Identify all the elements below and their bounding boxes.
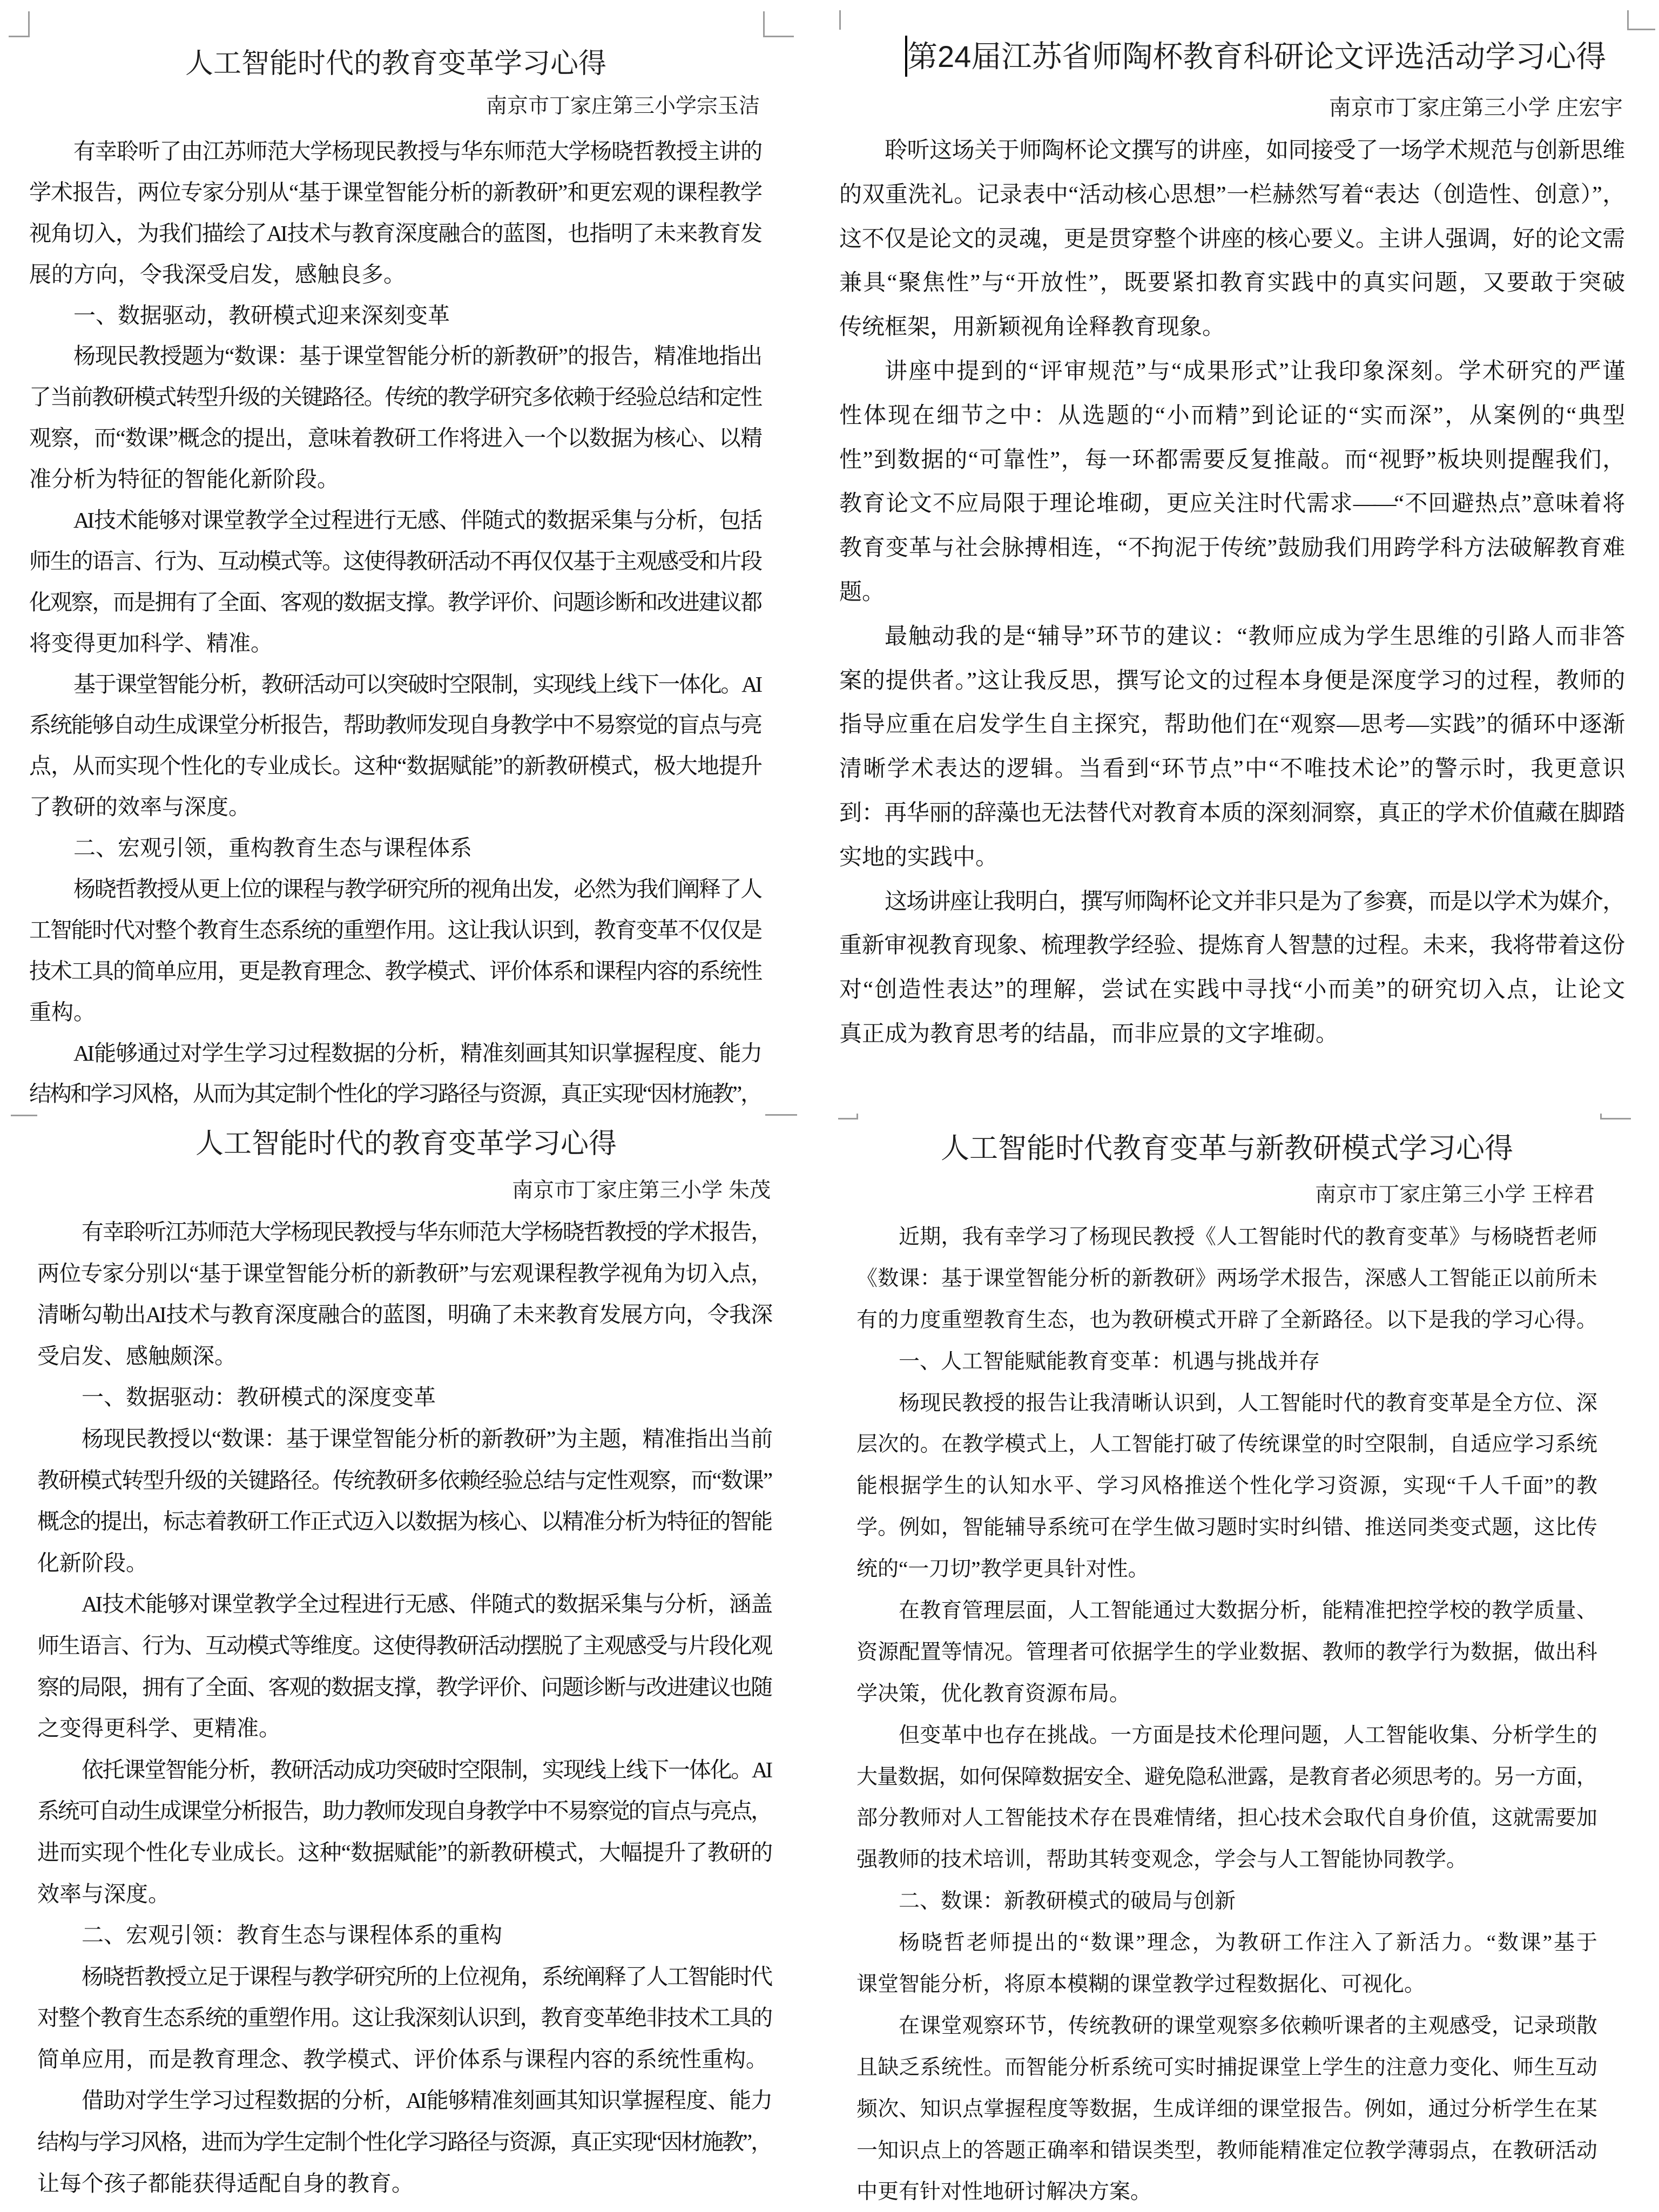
- text-line: 简单应用，而是教育理念、教学模式、评价体系与课程内容的系统性重构。: [37, 2046, 768, 2072]
- text-line: 传统框架，用新颖视角诠释教育现象。: [839, 315, 1225, 340]
- text-line: 杨现民教授的报告让我清晰认识到，人工智能时代的教育变革是全方位、深: [899, 1391, 1595, 1415]
- document-body: [839, 129, 1623, 1057]
- document-title: 人工智能时代的教育变革学习心得: [185, 48, 606, 79]
- document-body: [857, 1217, 1595, 2212]
- document-page-4[interactable]: [830, 1107, 1659, 2212]
- text-line: 杨晓哲老师提出的“数课”理念，为教研工作注入了新活力。“数课”基于: [899, 1931, 1595, 1955]
- crop-mark-top-left-horizontal: [11, 1115, 37, 1116]
- text-line: 基于课堂智能分析，教研活动可以突破时空限制，实现线上线下一体化。AI: [73, 671, 760, 697]
- text-line: 清晰学术表达的逻辑。当看到“环节点”中“不唯技术论”的警示时，我更意识: [839, 757, 1623, 782]
- text-line: 了教研的效率与深度。: [29, 794, 251, 820]
- text-line: 且缺乏系统性。而智能分析系统可实时捕捉课堂上学生的注意力变化、师生互动: [857, 2055, 1595, 2079]
- text-line: 真正成为教育思考的结晶，而非应景的文字堆砌。: [839, 1021, 1339, 1047]
- text-line: 学决策，优化教育资源布局。: [857, 1682, 1131, 1705]
- section-heading: 一、数据驱动：教研模式的深度变革: [82, 1385, 436, 1410]
- text-line: 察的局限，拥有了全面、客观的数据支撑，教学评价、问题诊断与改进建议也随: [37, 1674, 771, 1700]
- text-line: 这不仅是论文的灵魂，更是贯穿整个讲座的核心要义。主讲人强调，好的论文需: [839, 226, 1623, 252]
- text-line: 技术工具的简单应用，更是教育理念、教学模式、评价体系和课程内容的系统性: [29, 958, 760, 983]
- text-line: 频次、知识点掌握程度等数据，生成详细的课堂报告。例如，通过分析学生在某: [857, 2097, 1595, 2121]
- crop-mark-top-right-vertical: [1627, 10, 1629, 30]
- text-line: 系统能够自动生成课堂分析报告，帮助教师发现自身教学中不易察觉的盲点与亮: [29, 712, 760, 738]
- text-line: 部分教师对人工智能技术存在畏难情绪，担心技术会取代自身价值，这就需要加: [857, 1806, 1595, 1830]
- text-line: 强教师的技术培训，帮助其转变观念，学会与人工智能协同教学。: [857, 1848, 1468, 1872]
- text-line: 重构。: [29, 999, 96, 1024]
- text-line: 杨晓哲教授从更上位的课程与教学研究所的视角出发，必然为我们阐释了人: [73, 876, 760, 902]
- text-line: 借助对学生学习过程数据的分析，AI能够精准刻画其知识掌握程度、能力: [82, 2088, 771, 2113]
- text-line: 案的提供者。”这让我反思，撰写论文的过程本身便是深度学习的过程，教师的: [839, 668, 1623, 693]
- document-body: [29, 131, 760, 1115]
- text-line: 的双重洗礼。记录表中“活动核心思想”一栏赫然写着“表达（创造性、创意）”，: [839, 182, 1623, 207]
- document-title: 人工智能时代的教育变革学习心得: [195, 1128, 617, 1159]
- text-line: 让每个孩子都能获得适配自身的教育。: [37, 2170, 414, 2196]
- text-line: 近期，我有幸学习了杨现民教授《人工智能时代的教育变革》与杨晓哲老师: [899, 1225, 1595, 1249]
- text-line: 课堂智能分析，将原本模糊的课堂教学过程数据化、可视化。: [857, 1973, 1426, 1997]
- text-line: 结构和学习风格，从而为其定制个性化的学习路径与资源，真正实现“因材施教”，: [29, 1081, 760, 1107]
- text-line: 层次的。在教学模式上，人工智能打破了传统课堂的时空限制，自适应学习系统: [857, 1433, 1595, 1456]
- document-page-3[interactable]: [0, 1107, 830, 2212]
- text-line: 教育变革与社会脉搏相连，“不拘泥于传统”鼓励我们用跨学科方法破解教育难: [839, 536, 1623, 561]
- text-line: 效率与深度。: [37, 1881, 170, 1906]
- text-line: 教研模式转型升级的关键路径。传统教研多依赖经验总结与定性观察，而“数课”: [37, 1467, 771, 1493]
- text-line: 视角切入，为我们描绘了AI技术与教育深度融合的蓝图，也指明了未来教育发: [29, 220, 760, 246]
- text-line: 结构与学习风格，进而为学生定制个性化学习路径与资源，真正实现“因材施教”，: [37, 2129, 771, 2155]
- text-line: 性体现在细节之中：从选题的“小而精”到论证的“实而深”，从案例的“典型: [839, 403, 1623, 428]
- text-line: 最触动我的是“辅导”环节的建议：“教师应成为学生思维的引路人而非答: [885, 624, 1623, 649]
- crop-mark-top-left-vertical: [857, 1114, 858, 1120]
- crop-mark-top-right-vertical: [763, 11, 765, 36]
- document-page-1[interactable]: [0, 0, 830, 1107]
- section-heading: 一、数据驱动，教研模式迎来深刻变革: [73, 302, 450, 328]
- text-line: 有的力度重塑教育生态，也为教研模式开辟了全新路径。以下是我的学习心得。: [857, 1308, 1595, 1332]
- author-byline: 南京市丁家庄第三小学 朱茂: [512, 1179, 771, 1202]
- crop-mark-top-left-horizontal: [9, 36, 30, 37]
- author-byline: 南京市丁家庄第三小学 庄宏宇: [1328, 95, 1623, 120]
- text-line: 对“创造性表达”的理解，尝试在实践中寻找“小而美”的研究切入点，让论文: [839, 977, 1623, 1003]
- document-title: 第24届江苏省师陶杯教育科研论文评选活动学习心得: [907, 39, 1607, 73]
- text-line: 师生的语言、行为、互动模式等。这使得教研活动不再仅仅基于主观感受和片段: [29, 548, 760, 574]
- crop-mark-top-left-vertical: [28, 11, 30, 36]
- text-line: 之变得更科学、更精准。: [37, 1716, 281, 1741]
- text-line: 教育论文不应局限于理论堆砌，更应关注时代需求——“不回避热点”意味着将: [839, 491, 1623, 517]
- text-line: 了当前教研模式转型升级的关键路径。传统的教学研究多依赖于经验总结和定性: [29, 385, 760, 410]
- text-line: 重新审视教育现象、梳理教学经验、提炼育人智慧的过程。未来，我将带着这份: [839, 933, 1623, 959]
- author-byline: 南京市丁家庄第三小学宗玉洁: [485, 95, 760, 118]
- text-line: 性”到数据的“可靠性”，每一环都需要反复推敲。而“视野”板块则提醒我们，: [839, 447, 1623, 473]
- text-line: 在课堂观察环节，传统教研的课堂观察多依赖听课者的主观感受，记录琐散: [899, 2014, 1595, 2038]
- text-line: 杨现民教授题为“数课：基于课堂智能分析的新教研”的报告，精准地指出: [73, 343, 760, 369]
- text-line: 工智能时代对整个教育生态系统的重塑作用。这让我认识到，教育变革不仅仅是: [29, 917, 760, 942]
- crop-mark-top-right-horizontal: [1627, 29, 1655, 30]
- text-line: 题。: [839, 579, 885, 605]
- author-byline: 南京市丁家庄第三小学 王梓君: [1315, 1183, 1595, 1206]
- text-line: 将变得更加科学、精准。: [29, 630, 273, 656]
- text-line: 受启发、感触颇深。: [37, 1343, 237, 1368]
- text-line: 但变革中也存在挑战。一方面是技术伦理问题，人工智能收集、分析学生的: [899, 1723, 1595, 1747]
- text-line: 实地的实践中。: [839, 845, 999, 870]
- crop-mark-top-right-horizontal: [765, 1114, 797, 1116]
- text-line: 准分析为特征的智能化新阶段。: [29, 467, 339, 492]
- text-line: 能根据学生的认知水平、学习风格推送个性化学习资源，实现“千人千面”的教: [857, 1474, 1595, 1498]
- text-line: 一知识点上的答题正确率和错误类型，教师能精准定位教学薄弱点，在教研活动: [857, 2139, 1595, 2162]
- document-page-2[interactable]: [830, 0, 1659, 1107]
- text-line: 这场讲座让我明白，撰写师陶杯论文并非只是为了参赛，而是以学术为媒介，: [885, 889, 1623, 914]
- text-line: 观察，而“数课”概念的提出，意味着教研工作将进入一个以数据为核心、以精: [29, 426, 760, 451]
- text-line: 《数课：基于课堂智能分析的新教研》两场学术报告，深感人工智能正以前所未: [857, 1266, 1595, 1290]
- crop-mark-top-left-vertical: [839, 10, 841, 30]
- text-line: 系统可自动生成课堂分析报告，助力教师发现自身教学中不易察觉的盲点与亮点，: [37, 1798, 771, 1824]
- crop-mark-top-right-vertical: [1600, 1114, 1602, 1120]
- section-heading: 一、人工智能赋能教育变革：机遇与挑战并存: [899, 1350, 1320, 1373]
- text-line: 对整个教育生态系统的重塑作用。这让我深刻认识到，教育变革绝非技术工具的: [37, 2005, 771, 2031]
- text-line: 统的“一刀切”教学更具针对性。: [857, 1557, 1149, 1581]
- document-body: [37, 1211, 771, 2204]
- text-line: 化新阶段。: [37, 1550, 148, 1575]
- text-line: 点，从而实现个性化的专业成长。这种“数据赋能”的新教研模式，极大地提升: [29, 753, 760, 779]
- text-line: 清晰勾勒出AI技术与教育深度融合的蓝图，明确了未来教育发展方向，令我深: [37, 1302, 771, 1327]
- crop-mark-top-right-horizontal: [1600, 1118, 1631, 1120]
- text-line: 学术报告，两位专家分别从“基于课堂智能分析的新教研”和更宏观的课程教学: [29, 179, 760, 205]
- text-line: 展的方向，令我深受启发，感触良多。: [29, 261, 406, 287]
- text-line: 聆听这场关于师陶杯论文撰写的讲座，如同接受了一场学术规范与创新思维: [885, 138, 1623, 163]
- section-heading: 二、宏观引领：教育生态与课程体系的重构: [82, 1923, 502, 1948]
- text-line: AI技术能够对课堂教学全过程进行无感、伴随式的数据采集与分析，包括: [73, 508, 760, 533]
- crop-mark-top-left-horizontal: [838, 1118, 858, 1120]
- text-line: 大量数据，如何保障数据安全、避免隐私泄露，是教育者必须思考的。另一方面，: [857, 1765, 1595, 1789]
- section-heading: 二、数课：新教研模式的破局与创新: [899, 1890, 1236, 1913]
- document-title: 人工智能时代教育变革与新教研模式学习心得: [941, 1132, 1513, 1164]
- text-line: 概念的提出，标志着教研工作正式迈入以数据为核心、以精准分析为特征的智能: [37, 1509, 771, 1534]
- text-line: 师生语言、行为、互动模式等维度。这使得教研活动摆脱了主观感受与片段化观: [37, 1633, 771, 1658]
- text-line: 讲座中提到的“评审规范”与“成果形式”让我印象深刻。学术研究的严谨: [885, 359, 1623, 384]
- text-line: 有幸聆听江苏师范大学杨现民教授与华东师范大学杨晓哲教授的学术报告，: [82, 1219, 771, 1244]
- section-heading: 二、宏观引领，重构教育生态与课程体系: [73, 835, 472, 861]
- text-line: 化观察，而是拥有了全面、客观的数据支撑。教学评价、问题诊断和改进建议都: [29, 589, 760, 615]
- text-line: 两位专家分别以“基于课堂智能分析的新教研”与宏观课程教学视角为切入点，: [37, 1260, 771, 1286]
- text-line: AI能够通过对学生学习过程数据的分析，精准刻画其知识掌握程度、能力: [73, 1040, 760, 1065]
- text-line: AI技术能够对课堂教学全过程进行无感、伴随式的数据采集与分析，涵盖: [82, 1591, 771, 1617]
- crop-mark-top-right-horizontal: [763, 36, 794, 37]
- text-line: 指导应重在启发学生自主探究，帮助他们在“观察—思考—实践”的循环中逐渐: [839, 712, 1623, 738]
- text-line: 在教育管理层面，人工智能通过大数据分析，能精准把控学校的教学质量、: [899, 1599, 1595, 1623]
- text-line: 资源配置等情况。管理者可依据学生的学业数据、教师的教学行为数据，做出科: [857, 1640, 1595, 1664]
- text-line: 杨现民教授以“数课：基于课堂智能分析的新教研”为主题，精准指出当前: [82, 1426, 771, 1451]
- text-line: 杨晓哲教授立足于课程与教学研究所的上位视角，系统阐释了人工智能时代: [82, 1964, 771, 1989]
- text-line: 有幸聆听了由江苏师范大学杨现民教授与华东师范大学杨晓哲教授主讲的: [73, 139, 760, 164]
- text-line: 依托课堂智能分析，教研活动成功突破时空限制，实现线上线下一体化。AI: [82, 1757, 771, 1782]
- text-line: 中更有针对性地研讨解决方案。: [857, 2180, 1152, 2204]
- text-line: 到：再华丽的辞藻也无法替代对教育本质的深刻洞察，真正的学术价值藏在脚踏: [839, 800, 1623, 826]
- text-line: 兼具“聚焦性”与“开放性”，既要紧扣教育实践中的真实问题，又要敢于突破: [839, 271, 1623, 296]
- text-line: 进而实现个性化专业成长。这种“数据赋能”的新教研模式，大幅提升了教研的: [37, 1839, 771, 1865]
- text-line: 学。例如，智能辅导系统可在学生做习题时实时纠错、推送同类变式题，这比传: [857, 1516, 1595, 1540]
